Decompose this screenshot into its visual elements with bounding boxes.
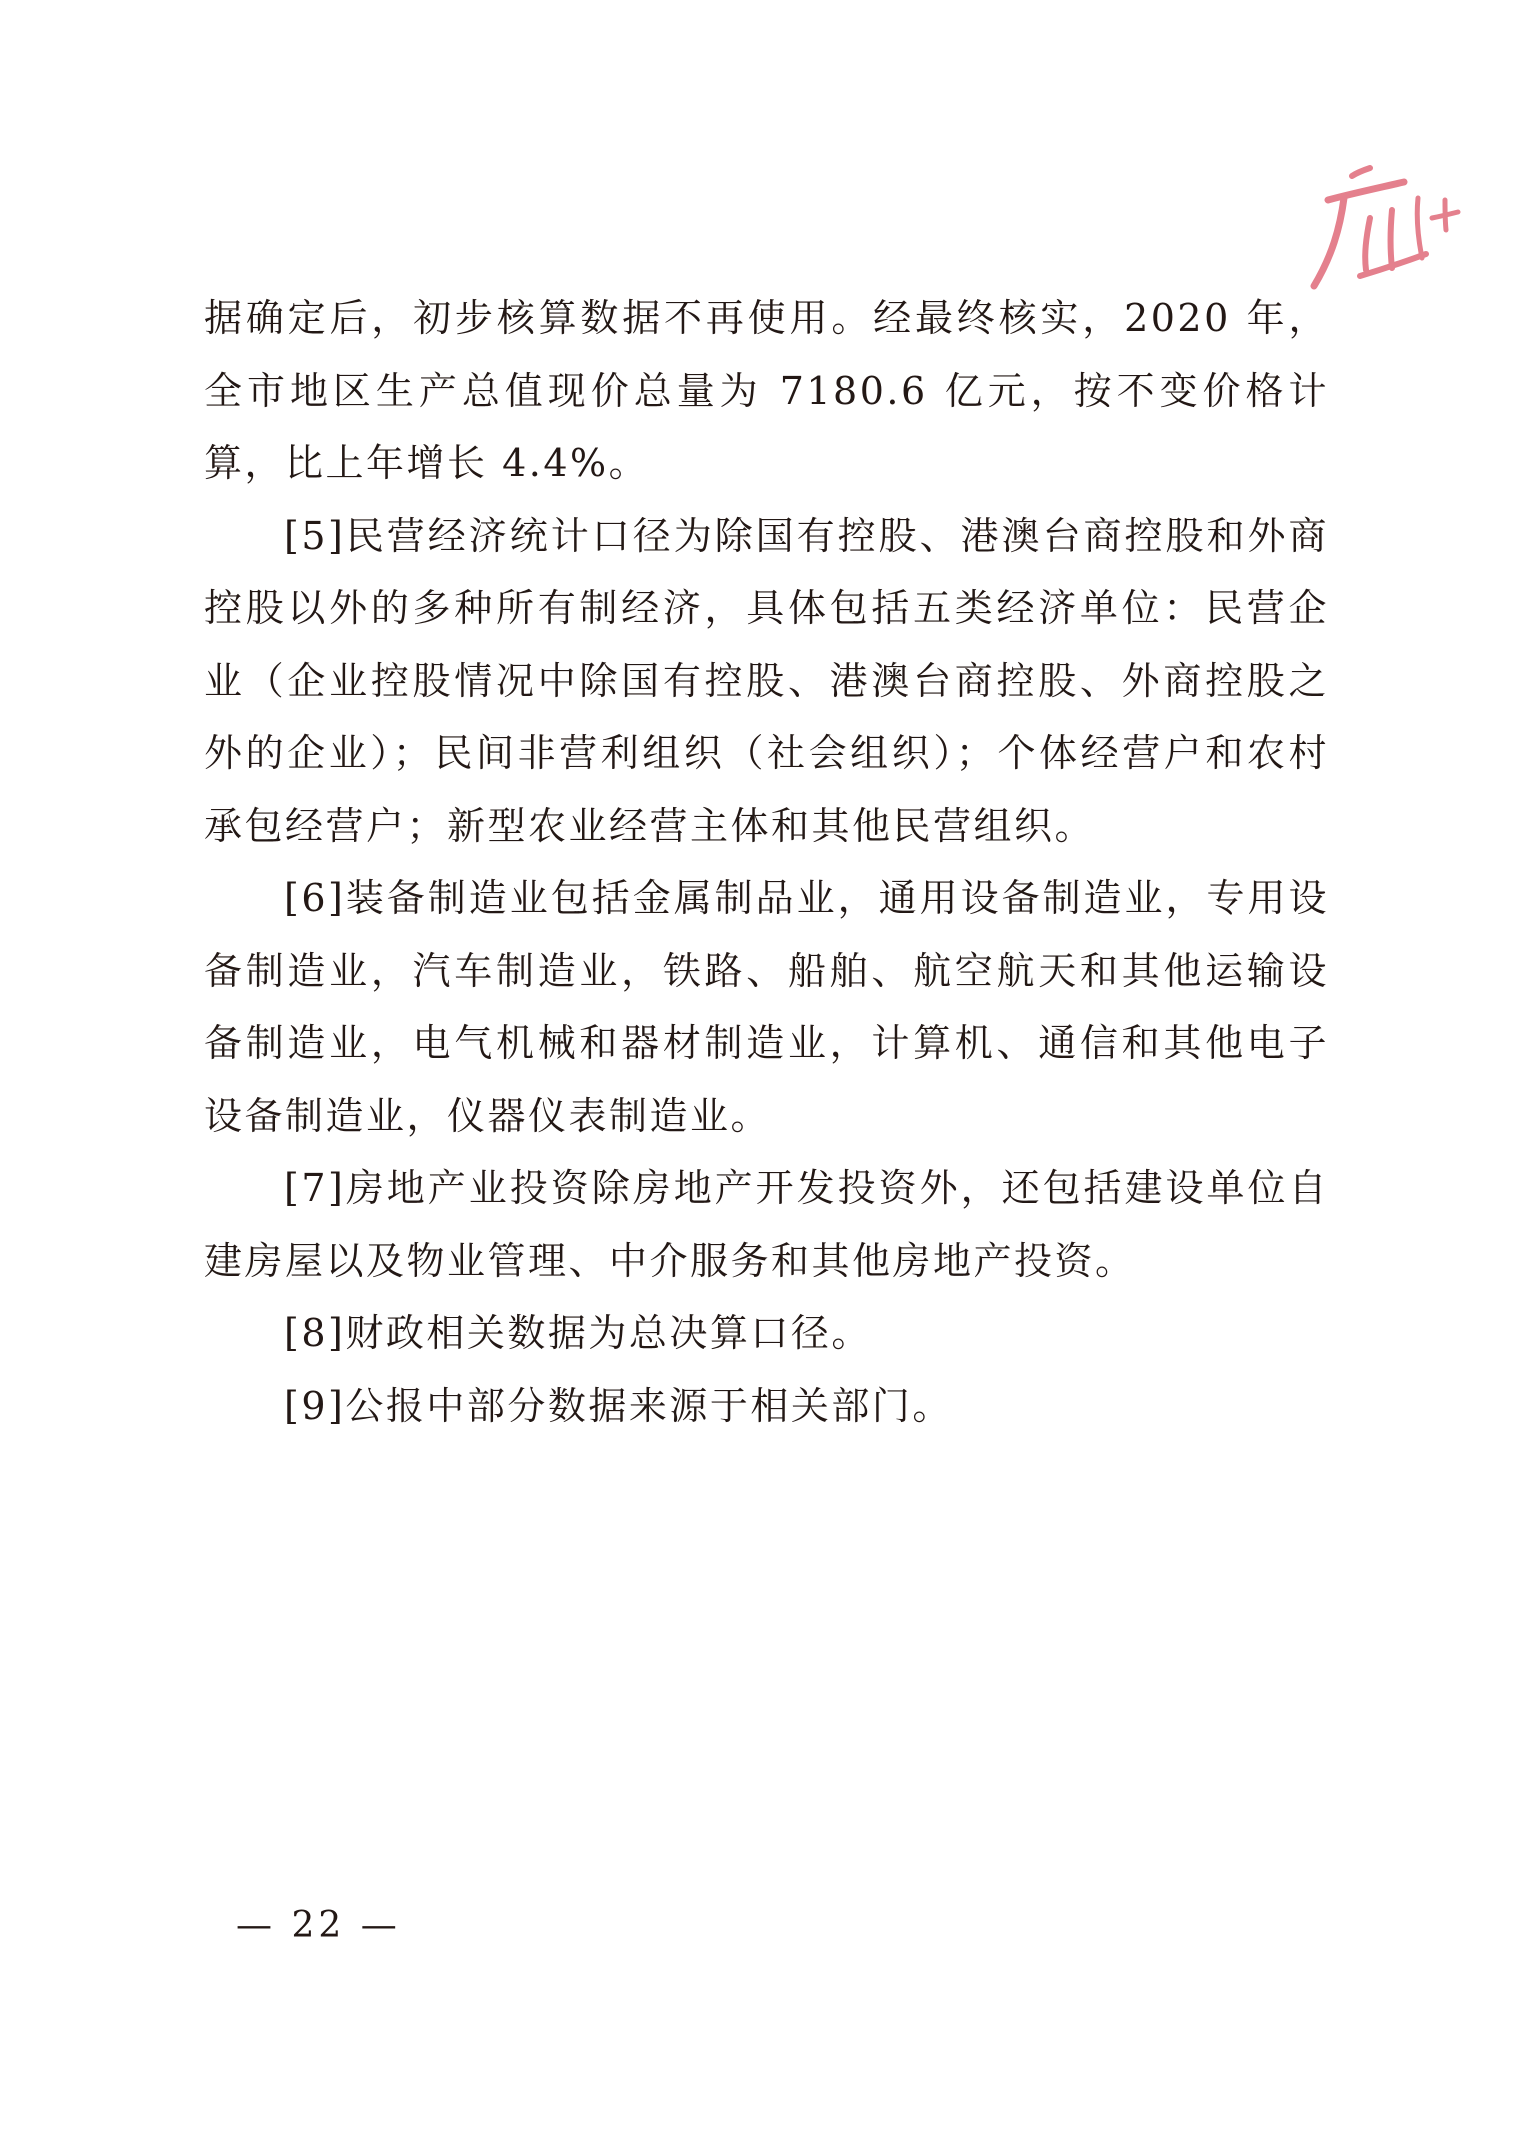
paragraph-note-5: [5]民营经济统计口径为除国有控股、港澳台商控股和外商控股以外的多种所有制经济，具体包括五类经济单位：民营企业（企业控股情况中除国有控股、港澳台商控股、外商控股之外的企业）；民间非营利组织（社会组织）；个体经营户和农村承包经营户；新型农业经营主体和其他民营组织。 <box>204 513 1329 848</box>
body-text <box>204 282 1329 1442</box>
page-number: — 22 — <box>236 1905 401 1946</box>
paragraph-note-9: [9]公报中部分数据来源于相关部门。 <box>284 1383 953 1428</box>
paragraph-note-8: [8]财政相关数据为总决算口径。 <box>284 1311 872 1355</box>
paragraph-gdp-note: 据确定后，初步核算数据不再使用。经最终核实，2020 年，全市地区生产总值现价总量为 7180.6 亿元，按不变价格计算，比上年增长 4.4%。 <box>204 296 1329 485</box>
paragraph-note-7: [7]房地产业投资除房地产开发投资外，还包括建设单位自建房屋以及物业管理、中介服务和其他房地产投资。 <box>204 1166 1329 1283</box>
paragraph-note-6: [6]装备制造业包括金属制品业，通用设备制造业，专用设备制造业，汽车制造业，铁路、船舶、航空航天和其他运输设备制造业，电气机械和器材制造业，计算机、通信和其他电子设备制造业，仪器仪表制造业。 <box>204 876 1329 1138</box>
